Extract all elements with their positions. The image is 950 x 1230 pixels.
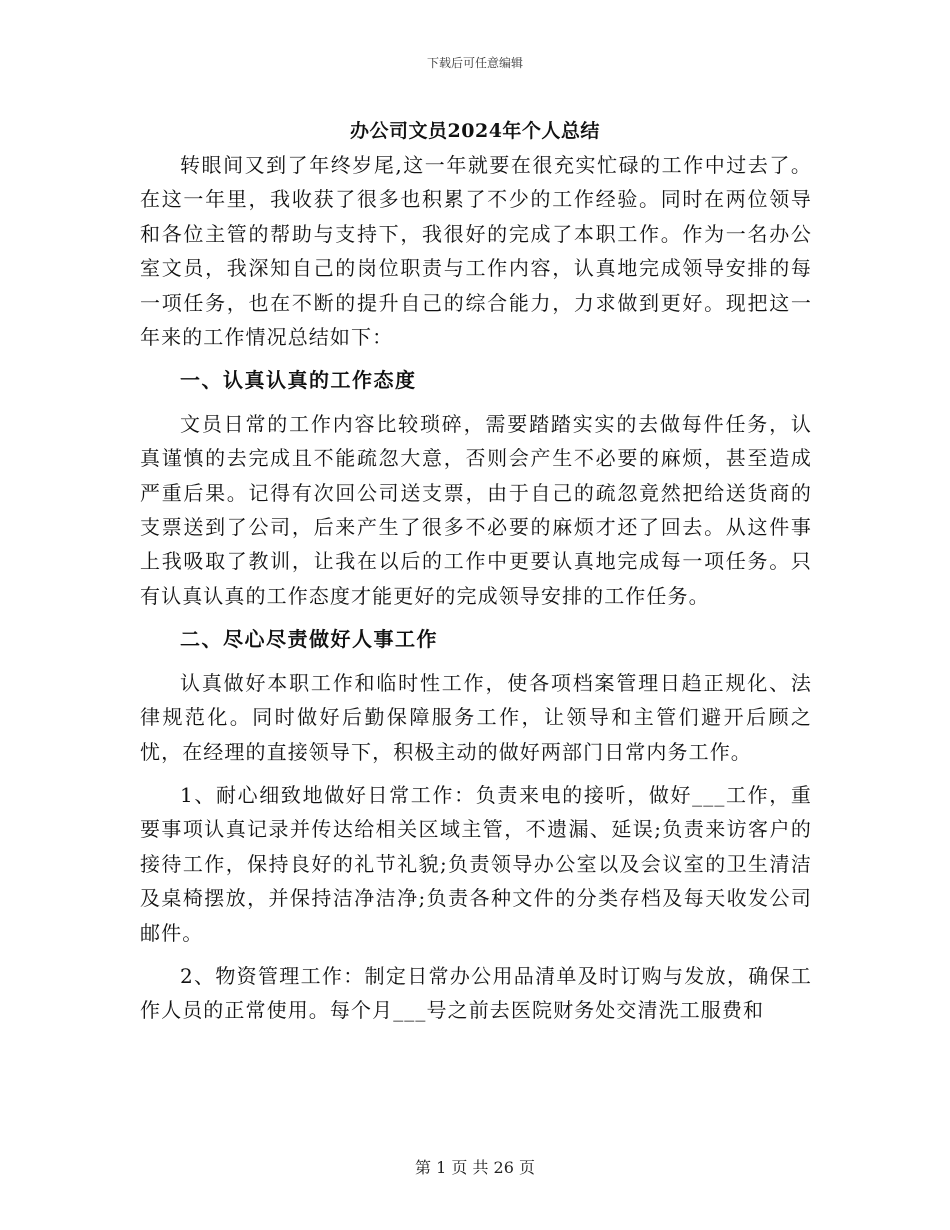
item-2-paragraph: 2、物资管理工作：制定日常办公用品清单及时订购与发放，确保工作人员的正常使用。每个月___号之前去医院财务处交清洗工服费和	[140, 963, 812, 1023]
section-1-paragraph: 文员日常的工作内容比较琐碎，需要踏踏实实的去做每件任务，认真谨慎的去完成且不能疏忽大意，否则会产生不必要的麻烦，甚至造成严重后果。记得有次回公司送支票，由于自己的疏忽竟然把给送货商的支票送到了公司，后来产生了很多不必要的麻烦才还了回去。从这件事上我吸取了教训，让我在以后的工作中更要认真地完成每一项任务。只有认真认真的工作态度才能更好的完成领导安排的工作任务。	[140, 411, 812, 608]
page-number-footer: 第 1 页 共 26 页	[415, 1158, 535, 1177]
item-1-paragraph: 1、耐心细致地做好日常工作：负责来电的接听，做好___工作，重要事项认真记录并传达给相关区域主管，不遗漏、延误;负责来访客户的接待工作，保持良好的礼节礼貌;负责领导办公室以及会议室的卫生清洁及桌椅摆放，并保持洁净洁净;负责各种文件的分类存档及每天收发公司邮件。	[140, 782, 812, 945]
section-heading-1: 一、认真认真的工作态度	[180, 368, 417, 393]
document-body	[140, 148, 812, 1028]
intro-paragraph: 转眼间又到了年终岁尾,这一年就要在很充实忙碌的工作中过去了。在这一年里，我收获了很多也积累了不少的工作经验。同时在两位领导和各位主管的帮助与支持下，我很好的完成了本职工作。作为一名办公室文员，我深知自己的岗位职责与工作内容，认真地完成领导安排的每一项任务，也在不断的提升自己的综合能力，力求做到更好。现把这一年来的工作情况总结如下：	[140, 153, 812, 350]
document-title: 办公司文员2024年个人总结	[350, 120, 600, 142]
section-heading-2: 二、尽心尽责做好人事工作	[180, 627, 438, 652]
page-header-note: 下载后可任意编辑	[426, 56, 523, 70]
section-2-paragraph: 认真做好本职工作和临时性工作，使各项档案管理日趋正规化、法律规范化。同时做好后勤保障服务工作，让领导和主管们避开后顾之忧，在经理的直接领导下，积极主动的做好两部门日常内务工作。	[140, 670, 812, 764]
